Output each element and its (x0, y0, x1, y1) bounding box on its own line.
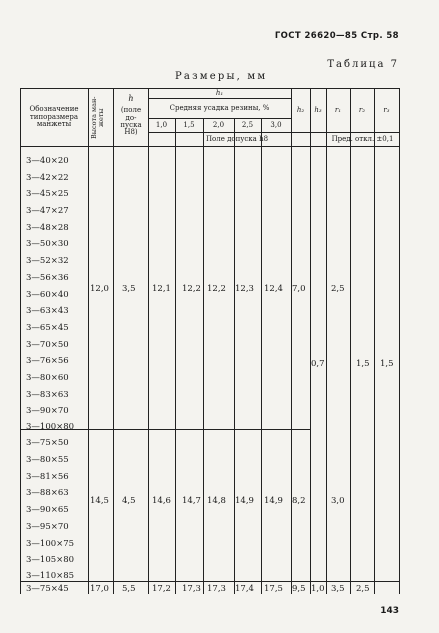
row-label-g1-16: 3—100×80 (26, 422, 75, 432)
row-label-g1-12: 3—76×56 (26, 356, 69, 366)
row-label-g1-14: 3—83×63 (26, 390, 69, 400)
header-h1: h₁ (215, 88, 224, 97)
row-label-g1-13: 3—80×60 (26, 373, 69, 383)
page-number: 143 (380, 606, 399, 616)
rule-v8 (291, 88, 292, 594)
last-h2: 9,5 (292, 584, 306, 594)
rule-v2 (113, 88, 114, 594)
g1-h2: 7,0 (292, 284, 306, 294)
row-label-g1-6: 3—52×32 (26, 256, 69, 266)
last-h1-2-0: 17,3 (207, 584, 226, 594)
shared-r3: 1,5 (380, 359, 394, 369)
shrinkage-3-0: 3,0 (270, 120, 282, 129)
g2-h1-3-0: 14,9 (264, 496, 283, 506)
row-label-g2-3: 3—88×63 (26, 488, 69, 498)
g1-h1-3-0: 12,4 (264, 284, 283, 294)
header-h3: h₃ (314, 105, 322, 114)
g1-r1: 2,5 (331, 284, 345, 294)
last-h3: 1,0 (311, 584, 325, 594)
shrinkage-1-0: 1,0 (155, 120, 168, 129)
row-label-g2-2: 3—81×56 (26, 472, 69, 482)
table-label: Таблица 7 (327, 59, 399, 70)
last-h1-2-5: 17,4 (235, 584, 254, 594)
last-h1-1-0: 17,2 (152, 584, 171, 594)
header-h-tolerance: (поле до- пуска H8) (120, 106, 142, 137)
rule-last-row (20, 581, 399, 582)
rule-v0 (20, 88, 21, 594)
rule-v12 (374, 88, 375, 594)
row-label-g1-7: 3—56×36 (26, 273, 69, 283)
g1-h1-2-5: 12,3 (235, 284, 254, 294)
g1-h1-2-0: 12,2 (207, 284, 226, 294)
sizes-title: Размеры, мм (175, 71, 268, 82)
shrinkage-2-0: 2,0 (212, 120, 225, 129)
shared-r2: 1,5 (356, 359, 370, 369)
row-label-g1-10: 3—65×45 (26, 323, 69, 333)
rule-v13 (399, 88, 400, 594)
header-h: h (128, 93, 134, 103)
header-cuff-height: Высота ман- жеты (90, 96, 105, 139)
g1-h1-1-0: 12,1 (152, 284, 171, 294)
row-label-g1-11: 3—70×50 (26, 340, 69, 350)
g2-h2: 8,2 (292, 496, 306, 506)
rule-v6 (234, 118, 235, 594)
row-label-g2-1: 3—80×55 (26, 455, 69, 465)
header-r2: r₂ (358, 105, 366, 114)
rule-v3 (148, 88, 149, 594)
header-tolerance-h8: Поле допуска h8 (205, 134, 269, 143)
rule-header-bottom (20, 146, 399, 147)
rule-v1 (88, 88, 89, 594)
g2-h1-2-5: 14,9 (235, 496, 254, 506)
row-label-g1-9: 3—63×43 (26, 306, 69, 316)
row-label-g2-5: 3—95×70 (26, 522, 69, 532)
row-label-g1-2: 3—45×25 (26, 189, 69, 199)
row-label-g1-1: 3—42×22 (26, 173, 69, 183)
g2-h1-2-0: 14,8 (207, 496, 226, 506)
rule-v9 (310, 88, 311, 594)
last-r1: 3,5 (331, 584, 345, 594)
row-label-last: 3—75×45 (26, 584, 69, 594)
row-label-g1-0: 3—40×20 (26, 156, 69, 166)
row-label-g2-0: 3—75×50 (26, 438, 69, 448)
rule-v11 (350, 88, 351, 594)
last-height: 17,0 (90, 584, 109, 594)
g2-r1: 3,0 (331, 496, 345, 506)
header-shrinkage: Средняя усадка резины, % (169, 103, 270, 112)
header-cuff-designation: Обозначение типоразмера манжеты (29, 105, 79, 129)
shrinkage-1-5: 1,5 (183, 120, 195, 129)
g1-h: 3,5 (122, 284, 136, 294)
last-h: 5,5 (122, 584, 136, 594)
g2-h1-1-0: 14,6 (152, 496, 171, 506)
row-label-g1-5: 3—50×30 (26, 239, 69, 249)
last-h1-1-5: 17,3 (182, 584, 201, 594)
last-r2: 2,5 (356, 584, 370, 594)
dimension-table (20, 88, 399, 594)
g2-h1-1-5: 14,7 (182, 496, 201, 506)
rule-v10 (326, 88, 327, 594)
row-label-g2-7: 3—105×80 (26, 555, 75, 565)
row-label-g2-4: 3—90×65 (26, 505, 69, 515)
g1-height: 12,0 (90, 284, 109, 294)
header-r3: r₃ (383, 105, 390, 114)
row-label-g2-6: 3—100×75 (26, 539, 75, 549)
g2-height: 14,5 (90, 496, 109, 506)
header-r1: r₁ (334, 105, 342, 114)
shared-h3: 0,7 (311, 359, 325, 369)
last-h1-3-0: 17,5 (264, 584, 283, 594)
header-h2: h₂ (296, 105, 305, 114)
page-header: ГОСТ 26620—85 Стр. 58 (274, 31, 399, 41)
g1-h1-1-5: 12,2 (182, 284, 201, 294)
row-label-g1-15: 3—90×70 (26, 406, 69, 416)
row-label-g1-3: 3—47×27 (26, 206, 69, 216)
row-label-g1-8: 3—60×40 (26, 290, 69, 300)
rule-v4 (175, 118, 176, 594)
row-label-g2-8: 3—110×85 (26, 571, 75, 581)
rule-v5 (203, 118, 204, 594)
g2-h: 4,5 (122, 496, 136, 506)
shrinkage-2-5: 2,5 (241, 120, 254, 129)
rule-v7 (261, 118, 262, 594)
header-limit-deviation: Пред. откл. ±0,1 (331, 134, 394, 143)
row-label-g1-4: 3—48×28 (26, 223, 69, 233)
